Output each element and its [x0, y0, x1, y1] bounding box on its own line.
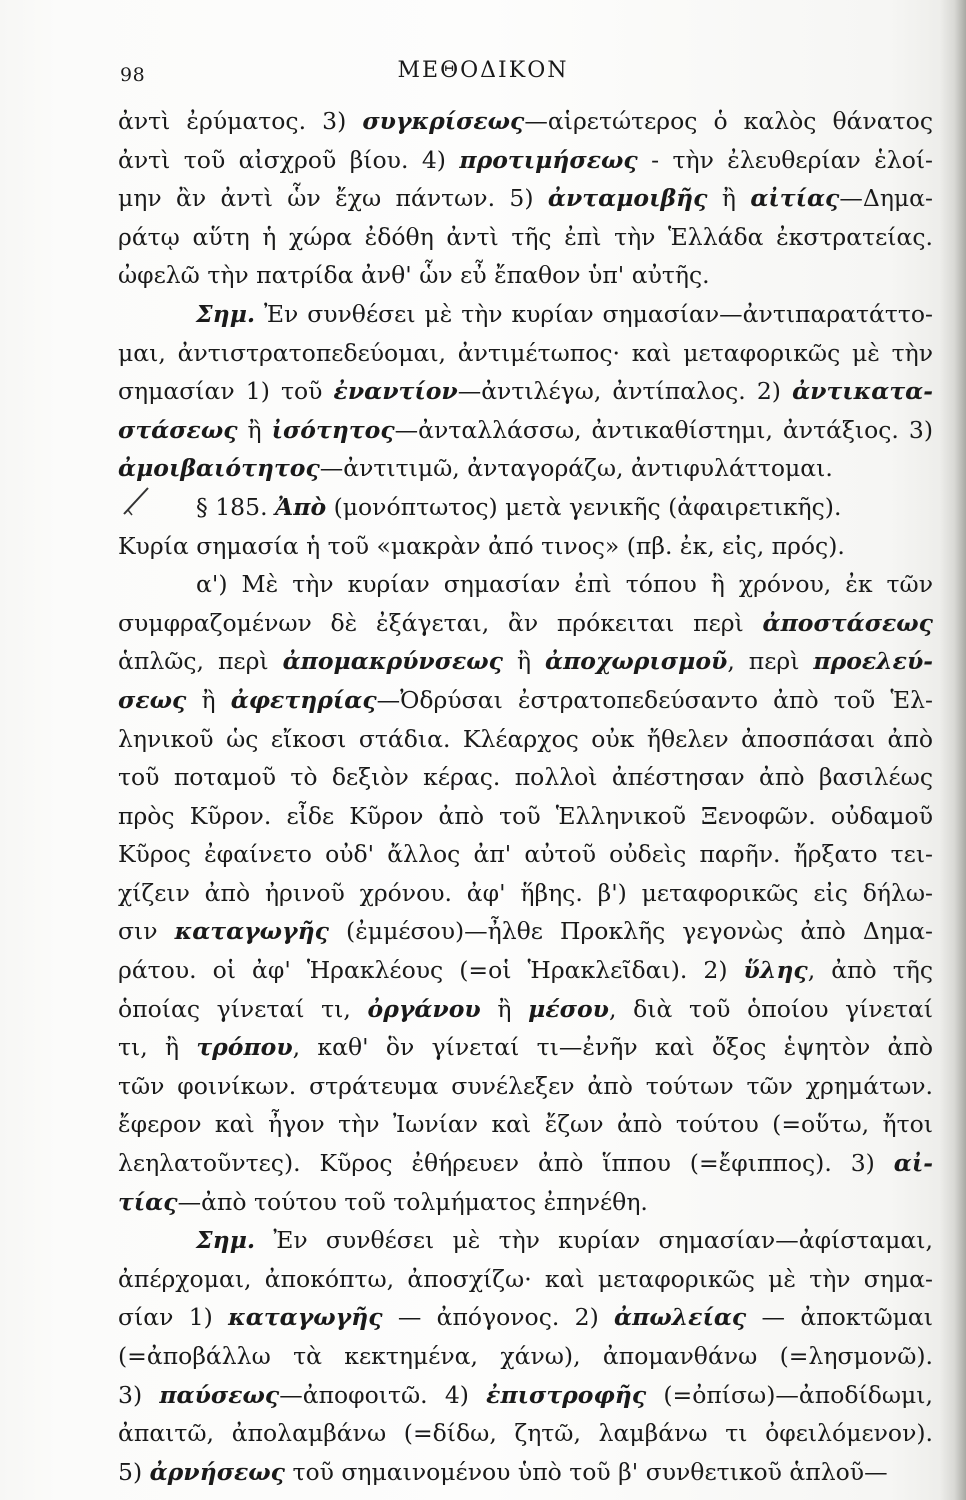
text-run: ἢ	[186, 685, 231, 714]
text-line	[118, 797, 933, 836]
emphasized-term: ἀπωλείας	[614, 1303, 747, 1332]
text-run: Κυρία σημασία ἡ τοῦ «μακρὰν ἀπό τινος» (πβ. ἐκ, εἰς, πρός).	[118, 531, 845, 560]
text-run: — ἀποκτῶμαι	[746, 1303, 933, 1332]
emphasized-term: αἰ-	[893, 1149, 933, 1178]
text-run: 5)	[118, 1457, 150, 1486]
text-line	[118, 372, 933, 411]
text-line	[118, 1260, 933, 1299]
text-line	[118, 1183, 933, 1222]
text-line	[118, 874, 933, 913]
text-run: (=ἀποβάλλω τὰ κεκτημένα, χάνω), ἀπομανθάνω (=λησμονῶ).	[118, 1342, 933, 1370]
text-run: ληνικοῦ ὡς εἴκοσι στάδια. Κλέαρχος οὐκ ἤθελεν ἀποσπάσαι ἀπὸ	[118, 724, 933, 753]
text-run: —Δημα-	[839, 184, 933, 213]
emphasized-term: ἀφετηρίας	[230, 685, 377, 714]
emphasized-term: ὀργάνου	[367, 994, 481, 1023]
text-line	[118, 681, 933, 720]
text-run: σημασίαν 1) τοῦ	[118, 377, 334, 406]
emphasized-term: Σημ.	[196, 1226, 256, 1255]
text-run: ἀπέρχομαι, ἀποκόπτω, ἀποσχίζω· καὶ μεταφορικῶς μὲ τὴν σημα-	[118, 1264, 933, 1293]
text-run: ὁποίας γίνεταί τι,	[118, 994, 368, 1023]
text-line	[118, 102, 933, 141]
text-run: τοῦ σημαινομένου ὑπὸ τοῦ β' συνθετικοῦ ἁπλοῦ—	[285, 1457, 888, 1486]
text-line	[118, 1337, 933, 1376]
text-run: τι, ἢ	[118, 1033, 197, 1062]
text-run: ἀντὶ ἐρύματος. 3)	[118, 107, 363, 135]
text-line	[118, 334, 933, 373]
text-run: α') Μὲ τὴν κυρίαν σημασίαν ἐπὶ τόπου ἢ χρόνου, ἐκ τῶν	[196, 570, 933, 599]
text-run: σίαν 1)	[118, 1303, 229, 1332]
text-line	[118, 1067, 933, 1106]
text-line	[118, 604, 933, 643]
text-run: ἢ	[503, 647, 546, 676]
emphasized-term: ἰσότητος	[271, 415, 395, 444]
emphasized-term: ἀρνήσεως	[149, 1457, 285, 1486]
text-run: τοῦ ποταμοῦ τὸ δεξιὸν κέρας. πολλοὶ ἀπέστησαν ἀπὸ βασιλέως	[118, 763, 933, 792]
text-run: τῶν φοινίκων. στράτευμα συνέλεξεν ἀπὸ τούτων τῶν χρημάτων.	[118, 1071, 933, 1100]
text-run: ράτου. οἱ ἀφ' Ἡρακλέους (=οἱ Ἡρακλεῖδαι). 2)	[118, 956, 744, 985]
text-run: μαι, ἀντιστρατοπεδεύομαι, ἀντιμέτωπος· καὶ μεταφορικῶς μὲ τὴν	[118, 338, 933, 367]
text-line	[118, 141, 933, 180]
text-line	[118, 1414, 933, 1453]
text-run: ἀπαιτῶ, ἀπολαμβάνω (=δίδω, ζητῶ, λαμβάνω τι ὀφειλόμενον).	[118, 1419, 933, 1448]
text-run: —αἱρετώτερος ὁ καλὸς θάνατος	[524, 107, 933, 135]
text-run: ὠφελῶ τὴν πατρίδα ἀνθ' ὧν εὖ ἔπαθον ὑπ' αὐτῆς.	[118, 261, 710, 290]
text-line	[118, 912, 933, 951]
emphasized-term: αἰτίας	[750, 184, 840, 213]
emphasized-term: προελεύ-	[813, 647, 933, 676]
emphasized-term: ἐπιστροφῆς	[486, 1380, 647, 1409]
text-line	[118, 527, 933, 566]
emphasized-term: καταγωγῆς	[228, 1303, 383, 1332]
text-run: , περὶ	[727, 647, 814, 676]
emphasized-term: παύσεως	[159, 1380, 280, 1409]
text-line	[118, 565, 933, 604]
text-line	[118, 1298, 933, 1337]
text-line	[118, 835, 933, 874]
text-run: πρὸς Κῦρον. εἶδε Κῦρον ἀπὸ τοῦ Ἑλληνικοῦ Ξενοφῶν. οὐδαμοῦ	[118, 801, 933, 830]
emphasized-term: ἀποστάσεως	[762, 608, 933, 637]
emphasized-term: προτιμήσεως	[459, 145, 638, 174]
text-run: — ἀπόγονος. 2)	[382, 1303, 615, 1332]
text-line	[118, 720, 933, 759]
text-run: 3)	[118, 1380, 160, 1409]
text-run: Ἐν συνθέσει μὲ τὴν κυρίαν σημασίαν—ἀντιπαρατάττο-	[255, 299, 933, 328]
text-line	[118, 1105, 933, 1144]
text-run: , ἀπὸ τῆς	[807, 956, 933, 985]
text-run: ἢ	[480, 994, 529, 1023]
text-line	[118, 1028, 933, 1067]
text-run: - τὴν ἐλευθερίαν ἑλοί-	[637, 145, 933, 174]
text-run: ἔφερον καὶ ἦγον τὴν Ἰωνίαν καὶ ἔζων ἀπὸ τούτου (=οὕτω, ἤτοι	[118, 1110, 933, 1139]
text-run: —Ὀδρύσαι ἐστρατοπεδεύσαντο ἀπὸ τοῦ Ἑλ-	[376, 685, 933, 714]
text-run: χίζειν ἀπὸ ἠρινοῦ χρόνου. ἀφ' ἥβης. β') μεταφορικῶς εἰς δήλω-	[118, 878, 933, 907]
text-line	[118, 1376, 933, 1415]
emphasized-term: τρόπου	[196, 1033, 293, 1062]
page-edge-shadow	[940, 0, 966, 1500]
text-run: , διὰ τοῦ ὁποίου γίνεταί	[608, 994, 933, 1023]
emphasized-term: σεως	[118, 685, 187, 714]
text-run: —ἀντιτιμῶ, ἀνταγοράζω, ἀντιφυλάττομαι.	[319, 454, 833, 483]
text-run: ἁπλῶς, περὶ	[118, 647, 283, 676]
emphasized-term: Σημ.	[196, 299, 256, 328]
text-line	[118, 411, 933, 450]
text-run: (=ὀπίσω)—ἀποδίδωμι,	[646, 1380, 933, 1409]
text-run: σιν	[118, 917, 175, 946]
emphasized-term: καταγωγῆς	[174, 917, 329, 946]
emphasized-term: ὕλης	[743, 956, 808, 985]
emphasized-term: ἐναντίον	[333, 377, 458, 406]
emphasized-term: τίας	[118, 1187, 178, 1216]
text-run: —ἀποφοιτῶ. 4)	[279, 1380, 487, 1409]
text-run: Κῦρος ἐφαίνετο οὐδ' ἄλλος ἀπ' αὐτοῦ οὐδεὶς παρῆν. ἤρξατο τει-	[118, 840, 933, 869]
text-run: Ἐν συνθέσει μὲ τὴν κυρίαν σημασίαν—ἀφίσταμαι,	[255, 1226, 933, 1255]
page-number: 98	[120, 64, 146, 86]
text-run: ἢ	[237, 415, 272, 444]
text-run: (μονόπτωτος) μετὰ γενικῆς (ἀφαιρετικῆς).	[326, 492, 842, 521]
text-run: —ἀντιλέγω, ἀντίπαλος. 2)	[457, 377, 793, 406]
emphasized-term: μέσου	[528, 994, 609, 1023]
body-text	[118, 102, 933, 1491]
text-line	[118, 758, 933, 797]
text-run: § 185.	[196, 492, 276, 521]
text-line	[118, 488, 933, 527]
emphasized-term: Ἀπὸ	[275, 492, 327, 521]
emphasized-term: ἀντικατα-	[792, 377, 933, 406]
emphasized-term: στάσεως	[118, 415, 238, 444]
text-line	[118, 990, 933, 1029]
text-run: λεηλατοῦντες). Κῦρος ἐθήρευεν ἀπὸ ἵππου (=ἔφιππος). 3)	[118, 1149, 894, 1178]
text-run: ἀντὶ τοῦ αἰσχροῦ βίου. 4)	[118, 145, 460, 174]
text-run: (ἐμμέσου)—ἦλθε Προκλῆς γεγονὼς ἀπὸ Δημα-	[328, 917, 933, 946]
text-run: μην ἂν ἀντὶ ὧν ἔχω πάντων. 5)	[118, 184, 548, 213]
text-line	[118, 642, 933, 681]
text-line	[118, 951, 933, 990]
text-run: , καθ' ὃν γίνεταί τι—ἐνῆν καὶ ὄξος ἑψητὸν ἀπὸ	[292, 1033, 933, 1062]
text-line	[118, 218, 933, 257]
text-line	[118, 1221, 933, 1260]
emphasized-term: συγκρίσεως	[362, 107, 525, 135]
text-run: ράτῳ αὕτη ἡ χώρα ἐδόθη ἀντὶ τῆς ἐπὶ τὴν Ἑλλάδα ἐκστρατείας.	[118, 222, 933, 251]
text-line	[118, 179, 933, 218]
text-line	[118, 295, 933, 334]
emphasized-term: ἀποχωρισμοῦ	[545, 647, 728, 676]
text-run: —ἀνταλλάσσω, ἀντικαθίστημι, ἀντάξιος. 3)	[394, 415, 933, 444]
text-line	[118, 1144, 933, 1183]
text-line	[118, 449, 933, 488]
emphasized-term: ἀμοιβαιότητος	[118, 454, 320, 483]
text-line	[118, 1453, 933, 1492]
emphasized-term: ἀπομακρύνσεως	[282, 647, 503, 676]
text-line	[118, 256, 933, 295]
page-header	[0, 58, 966, 90]
text-run: —ἀπὸ τούτου τοῦ τολμήματος ἐπηνέθη.	[177, 1187, 648, 1216]
text-run: συμφραζομένων δὲ ἐξάγεται, ἂν πρόκειται περὶ	[118, 608, 763, 637]
text-run: ἢ	[707, 184, 751, 213]
running-head: ΜΕΘΟΔΙΚΟΝ	[397, 58, 569, 83]
emphasized-term: ἀνταμοιβῆς	[547, 184, 708, 213]
